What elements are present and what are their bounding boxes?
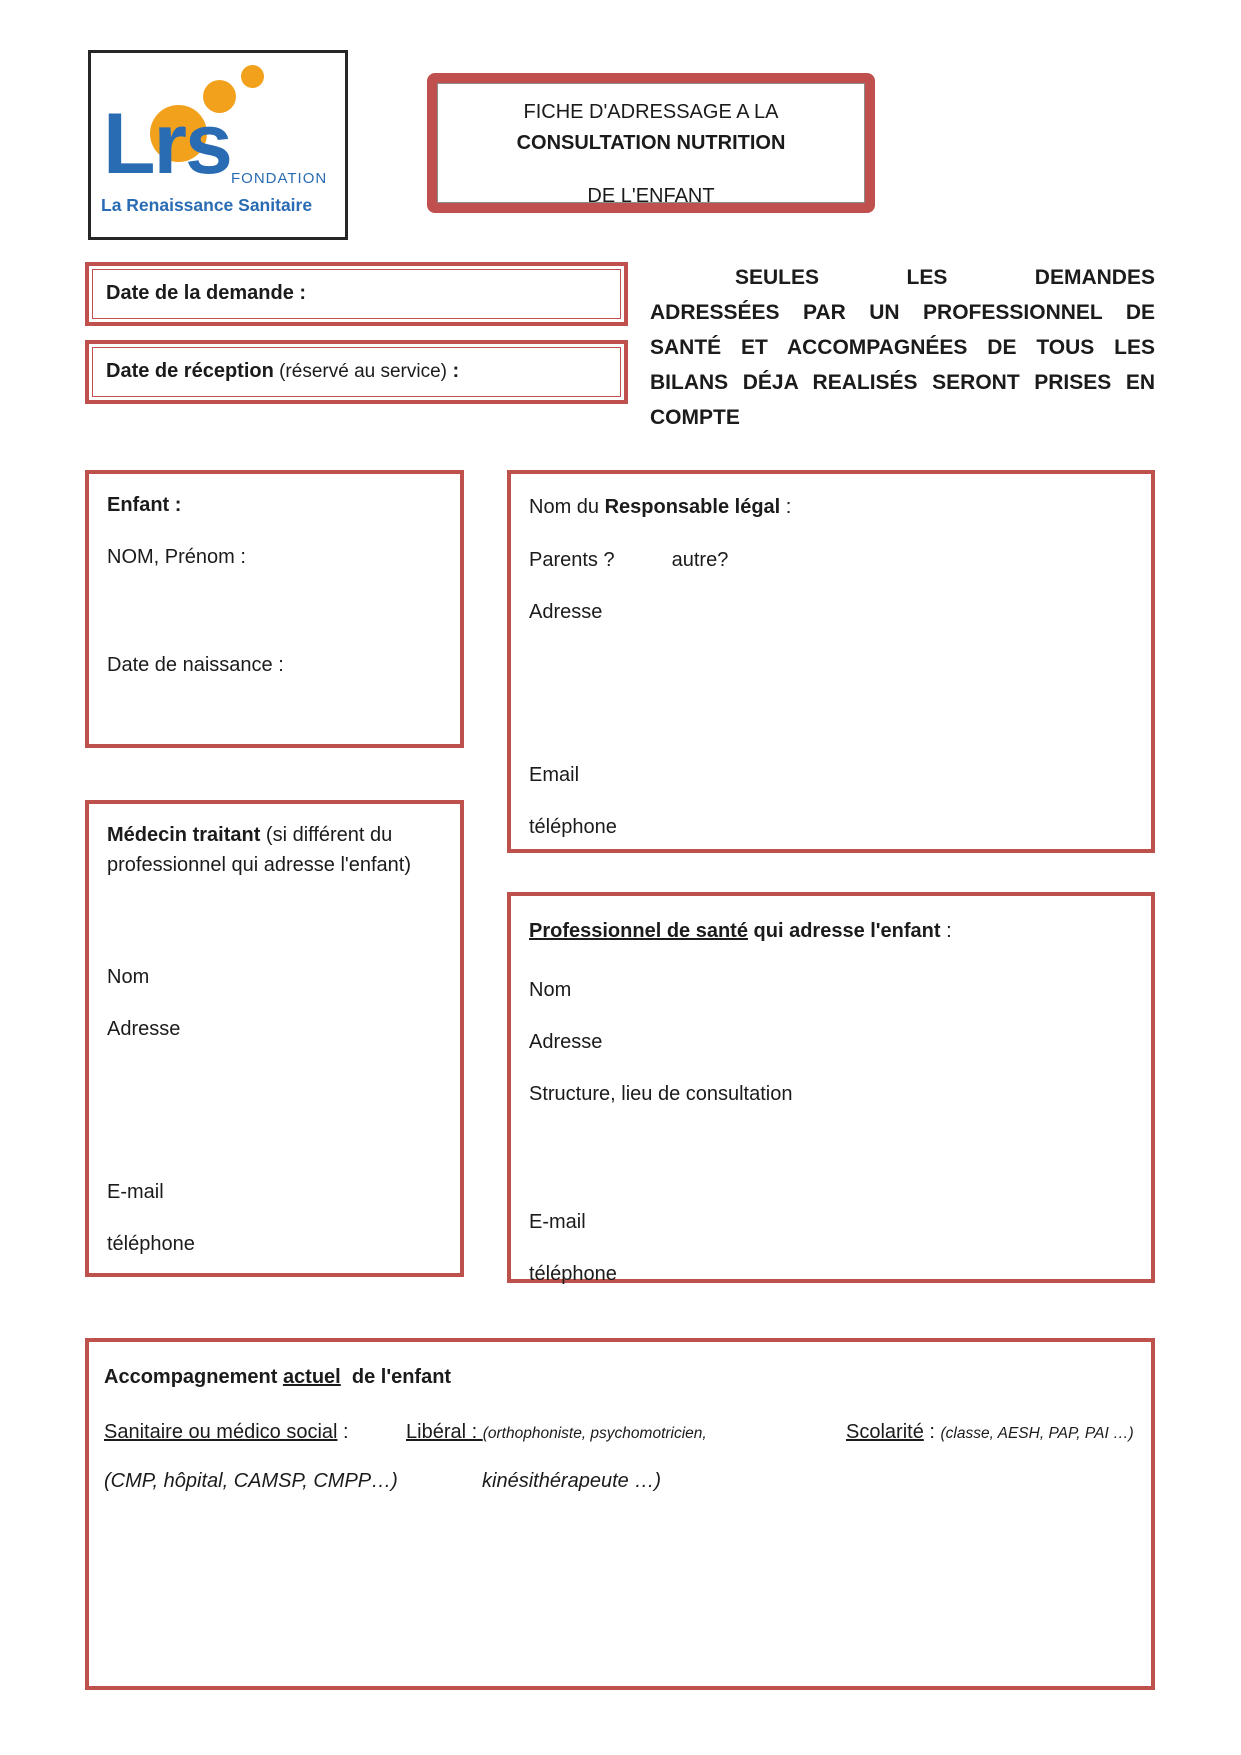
- support-section-title: [104, 1364, 451, 1390]
- support-title-underlined: actuel: [282, 1366, 341, 1388]
- professional-section-box: [507, 892, 1155, 1283]
- date-request-box: [85, 262, 628, 326]
- notice-paragraph: [650, 260, 1155, 435]
- support-col1-colon: :: [337, 1421, 349, 1443]
- professional-title-colon: :: [940, 920, 952, 942]
- date-request-colon: :: [293, 282, 307, 304]
- child-section-title: Enfant :: [107, 494, 182, 516]
- child-birthdate-label: Date de naissance :: [107, 654, 284, 676]
- logo-circle-small: [241, 65, 264, 88]
- guardian-title-bold: Responsable légal: [604, 496, 781, 518]
- guardian-title-prefix: Nom du: [529, 496, 605, 518]
- guardian-parents-label: Parents ?: [529, 549, 615, 571]
- child-section-box: [85, 470, 464, 748]
- doctor-title-bold: Médecin traitant: [107, 824, 261, 846]
- form-title-box: [427, 73, 875, 213]
- support-col3-header: [846, 1419, 1134, 1447]
- lrs-logo: [91, 53, 345, 237]
- date-reception-box: [85, 340, 628, 404]
- professional-phone-label: téléphone: [529, 1263, 617, 1285]
- logo-box: [88, 50, 348, 240]
- child-name-label: NOM, Prénom :: [107, 546, 246, 568]
- support-col1-note: (CMP, hôpital, CAMSP, CMPP…): [104, 1470, 398, 1492]
- support-col2-header: [406, 1419, 707, 1447]
- doctor-email-label: E-mail: [107, 1181, 164, 1203]
- notice-line: BILANS DÉJA REALISÉS SERONT PRISES EN: [650, 371, 1155, 394]
- support-col1-header: [104, 1419, 349, 1445]
- guardian-address-label: Adresse: [529, 601, 603, 623]
- doctor-title-note1: (si différent du: [260, 824, 393, 846]
- support-col3-label: Scolarité: [846, 1421, 924, 1443]
- support-title-part1: Accompagnement: [104, 1366, 283, 1388]
- support-col2-note2: kinésithérapeute …): [482, 1470, 661, 1492]
- support-col1-label: Sanitaire ou médico social: [104, 1421, 338, 1443]
- guardian-section-box: [507, 470, 1155, 853]
- doctor-name-label: Nom: [107, 966, 150, 988]
- guardian-title-colon: :: [780, 496, 792, 518]
- support-col3-note: (classe, AESH, PAP, PAI …): [940, 1425, 1134, 1442]
- logo-brand-text: Lrs: [103, 96, 231, 192]
- professional-name-label: Nom: [529, 979, 572, 1001]
- professional-section-title: [529, 918, 952, 944]
- professional-title-underlined: Professionnel de santé: [529, 920, 748, 942]
- professional-structure-label: Structure, lieu de consultation: [529, 1083, 793, 1105]
- notice-line: SEULES LES DEMANDES: [735, 266, 1155, 289]
- notice-line: COMPTE: [650, 406, 740, 429]
- guardian-other-label: autre?: [671, 549, 729, 571]
- guardian-email-label: Email: [529, 764, 580, 786]
- date-reception-note: (réservé au service): [273, 361, 447, 382]
- professional-email-label: E-mail: [529, 1211, 586, 1233]
- guardian-phone-label: téléphone: [529, 816, 617, 838]
- doctor-section-box: [85, 800, 464, 1277]
- notice-line: SANTÉ ET ACCOMPAGNÉES DE TOUS LES: [650, 336, 1155, 359]
- form-title-line2: CONSULTATION NUTRITION: [516, 132, 786, 154]
- logo-subtitle-text: La Renaissance Sanitaire: [101, 195, 313, 215]
- logo-fondation-text: FONDATION: [231, 170, 328, 187]
- support-col3-colon: :: [923, 1421, 941, 1443]
- date-reception-label: Date de réception: [106, 360, 274, 382]
- support-col2-label: Libéral :: [406, 1421, 483, 1443]
- doctor-section-title-line1: [107, 822, 392, 848]
- guardian-section-title: [529, 494, 791, 520]
- guardian-parents-row: [529, 547, 728, 573]
- doctor-address-label: Adresse: [107, 1018, 181, 1040]
- support-title-part3: de l'enfant: [340, 1366, 452, 1388]
- professional-address-label: Adresse: [529, 1031, 603, 1053]
- date-reception-colon: :: [447, 360, 460, 382]
- form-title-line1: FICHE D'ADRESSAGE A LA: [523, 101, 779, 123]
- doctor-section-title-line2: professionnel qui adresse l'enfant): [107, 854, 412, 876]
- support-col2-note1: (orthophoniste, psychomotricien,: [482, 1425, 707, 1442]
- date-request-label: Date de la demande: [106, 282, 294, 304]
- notice-line: ADRESSÉES PAR UN PROFESSIONNEL DE: [650, 301, 1155, 324]
- form-title-line3: DE L'ENFANT: [587, 185, 715, 207]
- professional-title-rest: qui adresse l'enfant: [747, 920, 941, 942]
- doctor-phone-label: téléphone: [107, 1233, 195, 1255]
- support-section-box: [85, 1338, 1155, 1690]
